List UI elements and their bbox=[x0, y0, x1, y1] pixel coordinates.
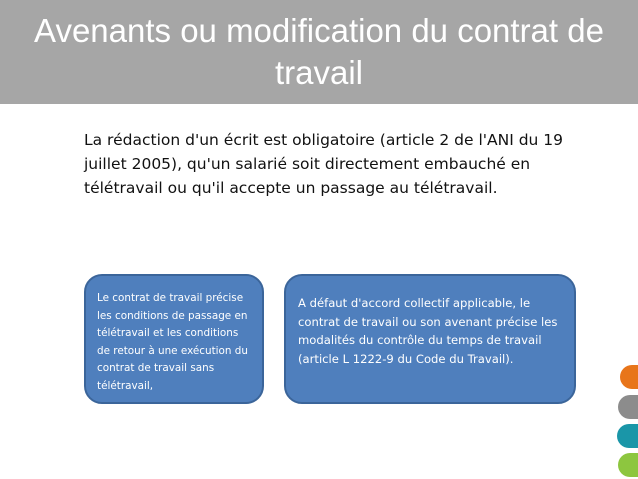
slide-title: Avenants ou modification du contrat de travail bbox=[34, 12, 604, 91]
time-control-box: A défaut d'accord collectif applicable, le contrat de travail ou son avenant précise les modalités du contrôle du temps de travail (article L 1222-9 du Code du Travail). bbox=[284, 274, 576, 404]
decor-orange-shape bbox=[620, 365, 638, 389]
decor-gray-shape bbox=[618, 395, 638, 419]
title-bar bbox=[0, 0, 638, 104]
contract-conditions-box: Le contrat de travail précise les conditions de passage en télétravail et les conditions de retour à une exécution du contrat de travail sans télétravail, bbox=[84, 274, 264, 404]
intro-paragraph: La rédaction d'un écrit est obligatoire (article 2 de l'ANI du 19 juillet 2005), qu'un salarié soit directement embauché en télétravail ou qu'il accepte un passage au télétravail. bbox=[84, 131, 564, 197]
decor-green-shape bbox=[618, 453, 638, 477]
decor-teal-shape bbox=[617, 424, 638, 448]
